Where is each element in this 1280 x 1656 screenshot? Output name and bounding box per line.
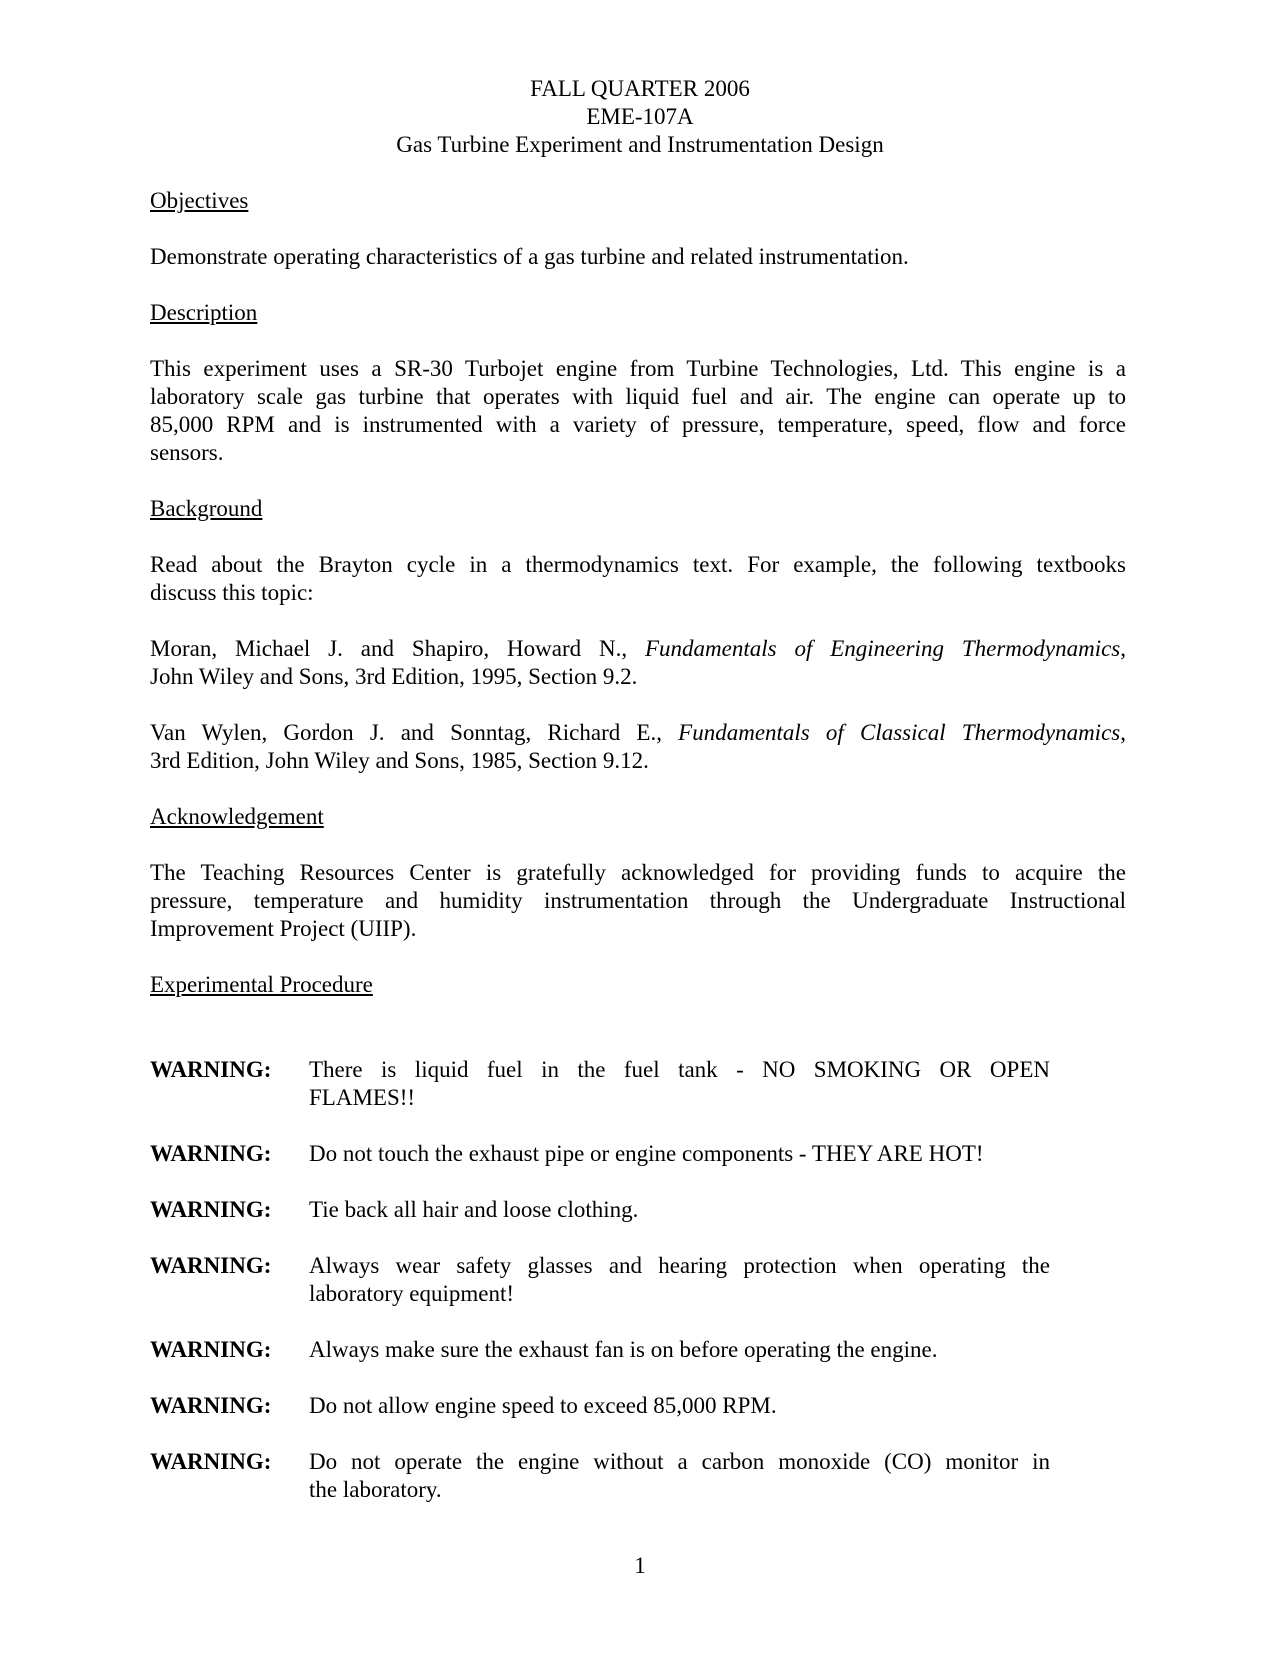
description-heading: Description [150, 300, 258, 325]
procedure-heading: Experimental Procedure [150, 972, 373, 997]
warning-label: WARNING: [150, 1449, 272, 1474]
objectives-text: Demonstrate operating characteristics of a gas turbine and related instrumentation. [150, 244, 909, 269]
objectives-heading: Objectives [150, 188, 249, 213]
header-quarter: FALL QUARTER 2006 [530, 76, 750, 101]
reference-line: John Wiley and Sons, 3rd Edition, 1995, Section 9.2. [150, 664, 638, 689]
acknowledgement-heading: Acknowledgement [150, 804, 324, 829]
description-line: laboratory scale gas turbine that operates with liquid fuel and air. The engine can operate up to [150, 384, 1126, 409]
background-paragraph [150, 551, 1126, 607]
page-number: 1 [634, 1553, 646, 1578]
description-line: This experiment uses a SR-30 Turbojet engine from Turbine Technologies, Ltd. This engine is a [150, 356, 1126, 381]
acknowledgement-line: The Teaching Resources Center is gratefully acknowledged for providing funds to acquire the [150, 860, 1126, 885]
background-line: Read about the Brayton cycle in a thermodynamics text. For example, the following textbooks [150, 552, 1126, 577]
reference-line: Moran, Michael J. and Shapiro, Howard N., Fundamentals of Engineering Thermodynamics, [150, 636, 1126, 661]
warning-text: Always make sure the exhaust fan is on before operating the engine. [309, 1337, 938, 1362]
warning-text: Tie back all hair and loose clothing. [309, 1197, 639, 1222]
reference-authors: Moran, Michael J. and Shapiro, Howard N., [150, 636, 628, 661]
description-line: sensors. [150, 440, 224, 465]
document-header [0, 75, 1280, 159]
reference-line: Van Wylen, Gordon J. and Sonntag, Richard E., Fundamentals of Classical Thermodynamics, [150, 720, 1126, 745]
warning-text: Do not allow engine speed to exceed 85,000 RPM. [309, 1393, 777, 1418]
header-title: Gas Turbine Experiment and Instrumentation Design [396, 132, 884, 157]
description-paragraph [150, 355, 1126, 467]
warning-label: WARNING: [150, 1197, 272, 1222]
acknowledgement-line: pressure, temperature and humidity instrumentation through the Undergraduate Instructional [150, 888, 1126, 913]
warning-label: WARNING: [150, 1393, 272, 1418]
background-line: discuss this topic: [150, 580, 314, 605]
warning-text: Do not operate the engine without a carbon monoxide (CO) monitor in the laboratory. [309, 1449, 1050, 1502]
reference-title: Fundamentals of Engineering Thermodynamics [645, 636, 1121, 661]
description-line: 85,000 RPM and is instrumented with a variety of pressure, temperature, speed, flow and force [150, 412, 1126, 437]
background-heading: Background [150, 496, 263, 521]
warning-label: WARNING: [150, 1337, 272, 1362]
warning-label: WARNING: [150, 1253, 272, 1278]
warning-label: WARNING: [150, 1141, 272, 1166]
warning-text: Always wear safety glasses and hearing protection when operating the laboratory equipment! [309, 1253, 1050, 1306]
acknowledgement-paragraph [150, 859, 1126, 943]
reference-authors: Van Wylen, Gordon J. and Sonntag, Richard E., [150, 720, 662, 745]
reference-line: 3rd Edition, John Wiley and Sons, 1985, Section 9.12. [150, 748, 649, 773]
warning-text: Do not touch the exhaust pipe or engine components - THEY ARE HOT! [309, 1141, 984, 1166]
warning-text: There is liquid fuel in the fuel tank - NO SMOKING OR OPEN FLAMES!! [309, 1057, 1050, 1110]
reference-moran [150, 635, 1126, 691]
header-course: EME-107A [586, 104, 694, 129]
warning-label: WARNING: [150, 1057, 272, 1082]
reference-vanwylen [150, 719, 1126, 775]
reference-title: Fundamentals of Classical Thermodynamics [678, 720, 1121, 745]
acknowledgement-line: Improvement Project (UIIP). [150, 916, 417, 941]
